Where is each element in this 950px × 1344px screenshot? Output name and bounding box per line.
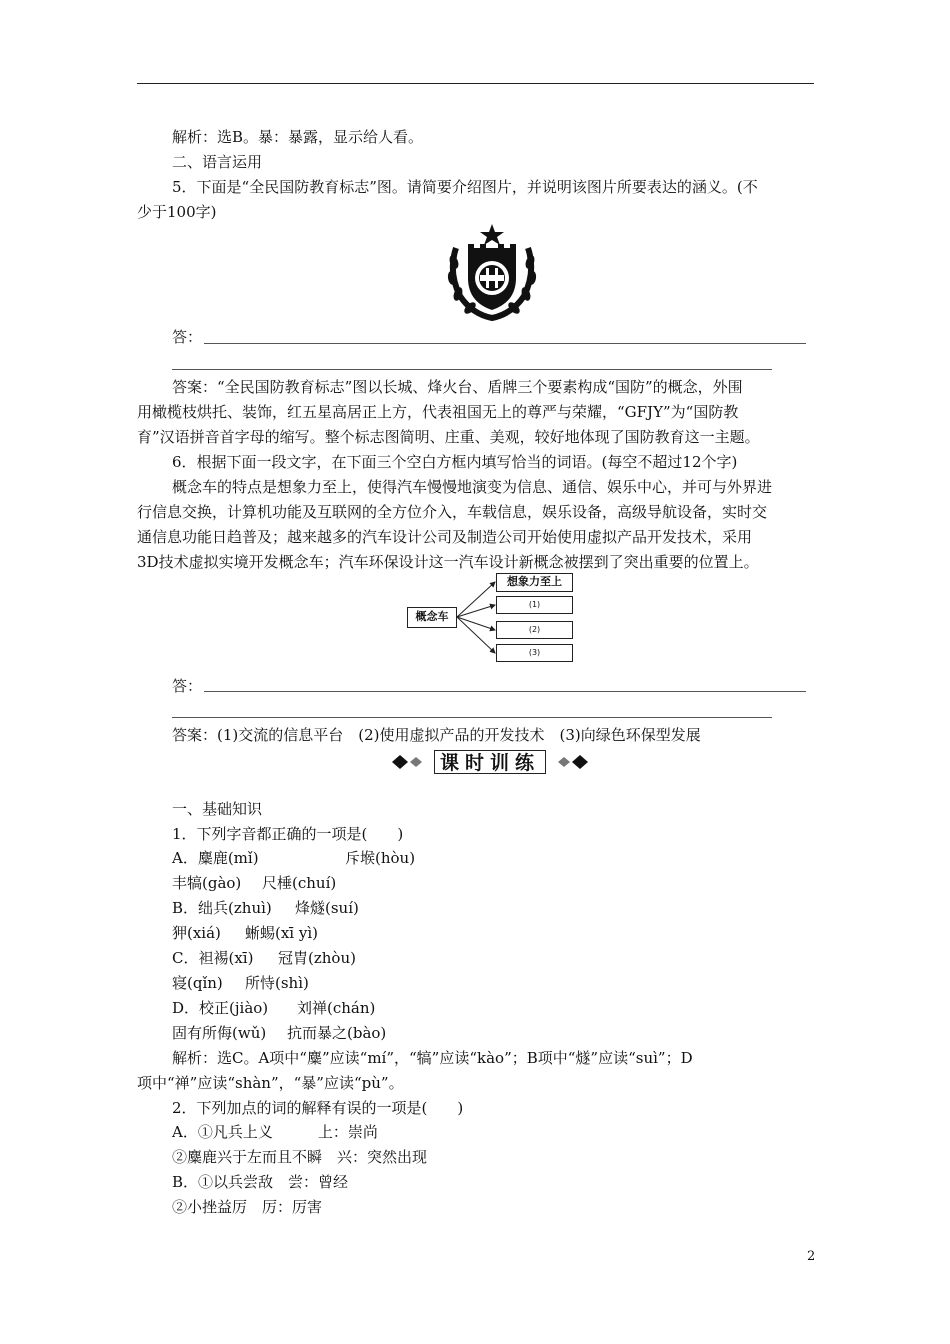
- question-5-cont: 少于100字): [137, 203, 217, 221]
- diagram-top-box: 想象力至上: [496, 573, 573, 592]
- answer-label: 答：: [172, 677, 203, 695]
- option-text: ②小挫益厉 厉：厉害: [172, 1198, 323, 1216]
- question-2: 2．下列加点的词的解释有误的一项是( ): [172, 1099, 464, 1117]
- section-heading: 二、语言运用: [172, 153, 263, 171]
- question-5: 5．下面是“全民国防教育标志”图。请简要介绍图片，并说明该图片所要表达的涵义。(不: [172, 178, 758, 196]
- option-text: A．麋鹿(mǐ): [172, 849, 259, 867]
- answer-text: 育”汉语拼音首字母的缩写。整个标志图简明、庄重、美观，较好地体现了国防教育这一主题。: [137, 428, 760, 446]
- option-text: A．①凡兵上义 上：崇尚: [172, 1123, 378, 1141]
- answer-text: 用橄榄枝烘托、装饰，红五星高居正上方，代表祖国无上的尊严与荣耀，“GFJY”为“国防教: [137, 403, 739, 421]
- option-text: C．袒裼(xī): [172, 949, 254, 967]
- question-1: 1．下列字音都正确的一项是( ): [172, 825, 404, 843]
- passage-text: 通信息功能日趋普及；越来越多的汽车设计公司及制造公司开始使用虚拟产品开发技术，采用: [137, 528, 753, 546]
- answer-line[interactable]: [204, 343, 806, 344]
- diagram-arrows: [455, 580, 500, 665]
- option-text: D．校正(jiào): [172, 999, 269, 1017]
- option-text: ②麋鹿兴于左而且不瞬 兴：突然出现: [172, 1148, 428, 1166]
- analysis-line: 解析：选B。暴：暴露，显示给人看。: [172, 128, 424, 146]
- option-text: 刘禅(chán): [297, 999, 376, 1017]
- option-text: 尺棰(chuí): [262, 874, 337, 892]
- option-text: 固有所侮(wǔ): [172, 1024, 267, 1042]
- section-banner: [390, 748, 590, 776]
- option-text: 所恃(shì): [245, 974, 309, 992]
- answer-line[interactable]: [172, 717, 772, 718]
- option-text: 烽燧(suí): [295, 899, 359, 917]
- answer-text: 答案：(1)交流的信息平台 (2)使用虚拟产品的开发技术 (3)向绿色环保型发展: [172, 726, 701, 744]
- option-text: 抗而暴之(bào): [287, 1024, 387, 1042]
- question-6: 6．根据下面一段文字，在下面三个空白方框内填写恰当的词语。(每空不超过12个字): [172, 453, 738, 471]
- option-text: 丰犒(gào): [172, 874, 242, 892]
- answer-text: 答案：“全民国防教育标志”图以长城、烽火台、盾牌三个要素构成“国防”的概念，外围: [172, 378, 743, 396]
- answer-line[interactable]: [172, 369, 772, 370]
- diagram-blank-box[interactable]: (3): [496, 644, 573, 662]
- banner-title: 课时训练: [434, 750, 546, 774]
- diagram-blank-box[interactable]: (2): [496, 621, 573, 639]
- analysis-line: 项中“禅”应读“shàn”，“暴”应读“pù”。: [137, 1074, 404, 1092]
- passage-text: 3D技术虚拟实境开发概念车；汽车环保设计这一汽车设计新概念被摆到了突出重要的位置上。: [137, 553, 759, 571]
- passage-text: 概念车的特点是想象力至上，使得汽车慢慢地演变为信息、通信、娱乐中心，并可与外界进: [172, 478, 773, 496]
- header-rule: [137, 83, 814, 84]
- option-text: 斥堠(hòu): [345, 849, 416, 867]
- option-text: 寝(qǐn): [172, 974, 223, 992]
- analysis-line: 解析：选C。A项中“麋”应读“mí”，“犒”应读“kào”；B项中“燧”应读“suì”；D: [172, 1049, 693, 1067]
- option-text: 狎(xiá): [172, 924, 221, 942]
- option-text: B．①以兵尝敌 尝：曾经: [172, 1173, 349, 1191]
- answer-label: 答：: [172, 328, 203, 346]
- section-heading: 一、基础知识: [172, 800, 263, 818]
- diagram-source-box: 概念车: [407, 607, 457, 628]
- option-text: 冠胄(zhòu): [278, 949, 356, 967]
- national-defense-emblem-icon: [442, 222, 542, 322]
- answer-line[interactable]: [204, 691, 806, 692]
- option-text: B．绌兵(zhuì): [172, 899, 272, 917]
- diagram-blank-box[interactable]: (1): [496, 596, 573, 614]
- option-text: 蜥蜴(xī yì): [245, 924, 319, 942]
- page-number: 2: [807, 1249, 816, 1264]
- passage-text: 行信息交换，计算机功能及互联网的全方位介入，车载信息，娱乐设备，高级导航设备，实时交: [137, 503, 768, 521]
